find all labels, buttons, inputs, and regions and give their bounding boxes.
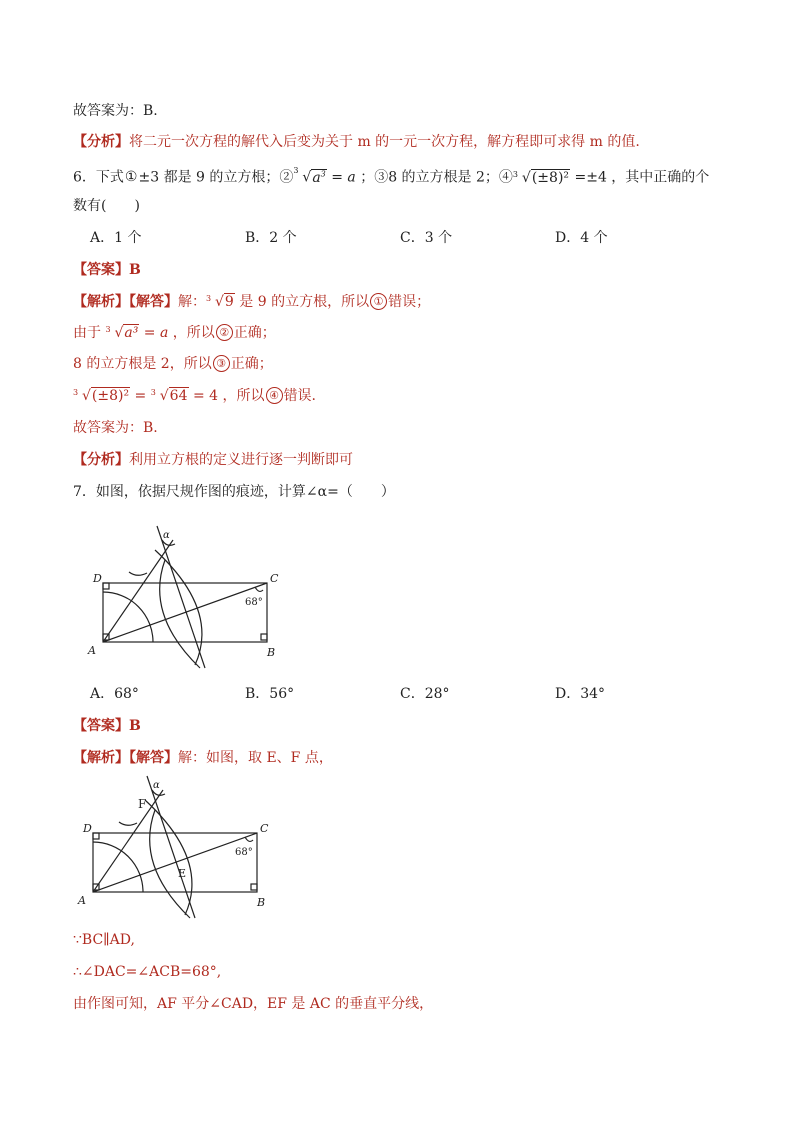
q7-answer: 【答案】B — [73, 718, 141, 734]
q6-sol2-circled: ② — [216, 324, 233, 341]
q7-step-3: 由作图可知，AF 平分∠CAD，EF 是 AC 的垂直平分线， — [73, 996, 434, 1012]
q6-expr-2-rhs: = a — [326, 169, 356, 186]
q6-solution-line-2 — [73, 323, 276, 343]
q6-option-d[interactable]: D．4 个 — [555, 230, 608, 246]
q6-circled-2: ② — [279, 169, 294, 186]
q6-sol1-b: 是 9 的立方根，所以 — [234, 294, 370, 310]
q6-circled-1: ① — [124, 168, 138, 185]
label-d-2: D — [83, 822, 92, 835]
q6-final-answer: 故答案为：B. — [73, 420, 158, 436]
q6-cube-root-8: 3 √(±8)² — [512, 169, 570, 186]
q6-part-2: ； — [355, 169, 375, 186]
label-a-2: A — [78, 894, 86, 907]
q6-sol-cube-root-a3: 3 √a³ — [105, 325, 139, 341]
analysis-text: 将二元一次方程的解代入后变为关于 m 的一元一次方程，解方程即可求得 m 的值. — [129, 134, 640, 150]
arc-a — [103, 592, 153, 642]
label-b-2: B — [257, 896, 266, 909]
q6-sol2-d: 正确； — [233, 325, 276, 341]
q6-solution-line-3 — [73, 354, 273, 374]
previous-analysis — [73, 132, 640, 152]
q7-figure-1 — [85, 520, 295, 670]
diagonal-ac — [103, 583, 267, 642]
label-b: B — [267, 646, 276, 659]
q6-solution-line-4 — [73, 386, 316, 406]
q6-sol4-root-1: 3 √(±8)² — [73, 388, 130, 404]
previous-answer: 故答案为：B. — [73, 103, 158, 119]
q7-solution-line-1 — [73, 748, 333, 768]
q6-circled-3: ③ — [374, 169, 389, 186]
q6-sol1-circled: ① — [370, 293, 387, 310]
q7-step-2: ∴∠DAC=∠ACB=68°, — [73, 964, 222, 980]
q6-sol1-a: 解： — [178, 294, 206, 310]
q6-sol1-c: 错误； — [388, 294, 431, 310]
q7-option-c[interactable]: C．28° — [400, 686, 450, 702]
q6-sol3-a: 8 的立方根是 2，所以 — [73, 356, 212, 372]
q6-cube-root-a3: 3 $√a^3$ — [293, 166, 326, 186]
q6-part-3: 8 的立方根是 2； — [388, 169, 499, 186]
label-alpha: α — [163, 530, 170, 541]
q6-sol3-b: 正确； — [230, 356, 273, 372]
label-c: C — [270, 572, 279, 585]
q7-option-b[interactable]: B．56° — [245, 686, 295, 702]
q6-sol1-radicand: 9 — [224, 294, 234, 310]
q7-figure-2 — [75, 770, 285, 920]
q6-sol2-b: = a — [139, 325, 169, 341]
q6-radicand-2: a — [312, 169, 321, 186]
q7-option-d[interactable]: D．34° — [555, 686, 606, 702]
label-angle: 68° — [245, 597, 263, 608]
analysis-tag: 【分析】 — [73, 134, 129, 150]
angle-c-arc-2 — [245, 837, 253, 841]
question-6-stem-cont: 数有( ) — [73, 198, 140, 214]
q7-sol1-text: 解：如图，取 E、F 点， — [178, 750, 333, 766]
label-f: F — [138, 797, 147, 811]
q6-sol4-radicand-2: 64 — [169, 388, 188, 404]
q6-expr-4-rhs: =±4 — [570, 169, 607, 186]
angle-c-arc — [255, 587, 263, 591]
q6-solution-tag: 【解析】【解答】 — [73, 294, 178, 310]
q6-sol4-root-2: 3 √64 — [150, 388, 188, 404]
q6-sol-cube-root-9: 3 √9 — [206, 294, 234, 310]
q6-option-a[interactable]: A．1 个 — [90, 230, 142, 246]
question-7-stem: 7．如图，依据尺规作图的痕迹，计算∠α=（ ） — [73, 484, 395, 500]
label-c-2: C — [260, 822, 269, 835]
arc-tick-2 — [119, 822, 137, 825]
q6-solution-line-1 — [73, 292, 430, 312]
arc-a-2 — [93, 842, 143, 892]
q6-sol4-b: = 4 — [188, 388, 219, 404]
q6-option-b[interactable]: B．2 个 — [245, 230, 297, 246]
q6-sol2-a: 由于 — [73, 325, 106, 341]
q6-sol4-mid: = — [130, 388, 151, 404]
q6-sol2-radicand: a³ — [124, 325, 139, 341]
q7-step-1: ∵BC∥AD, — [73, 932, 135, 948]
bisector-af-2 — [93, 790, 163, 892]
q6-radicand-4: (±8)² — [531, 169, 570, 186]
q7-option-a[interactable]: A．68° — [90, 686, 139, 702]
q6-circled-4: ④ — [498, 169, 513, 186]
q6-analysis — [73, 450, 353, 470]
q6-sol2-c: ，所以 — [168, 325, 215, 341]
label-a: A — [88, 644, 96, 657]
q6-sol4-circled: ④ — [266, 387, 283, 404]
q6-sol4-d: 错误. — [283, 388, 316, 404]
question-6-stem — [73, 164, 709, 188]
q6-part-1: ±3 都是 9 的立方根； — [138, 169, 280, 186]
q7-solution-tag: 【解析】【解答】 — [73, 750, 178, 766]
bisector-af — [103, 540, 173, 642]
q6-number: 6．下式 — [73, 169, 124, 186]
q6-sol4-radicand-1: (±8)² — [91, 388, 130, 404]
label-angle-2: 68° — [235, 847, 253, 858]
diagonal-ac-2 — [93, 833, 257, 892]
label-e: E — [178, 867, 187, 880]
arc-tick — [129, 572, 147, 575]
q6-option-c[interactable]: C．3 个 — [400, 230, 453, 246]
q6-answer: 【答案】B — [73, 262, 141, 278]
label-d: D — [93, 572, 102, 585]
q6-part-4: ，其中正确的个 — [606, 169, 710, 186]
q6-sol3-circled: ③ — [213, 355, 230, 372]
label-alpha-2: α — [153, 780, 160, 791]
q6-analysis-text: 利用立方根的定义进行逐一判断即可 — [129, 452, 353, 468]
q6-sol4-c: ，所以 — [218, 388, 265, 404]
q6-analysis-tag: 【分析】 — [73, 452, 129, 468]
